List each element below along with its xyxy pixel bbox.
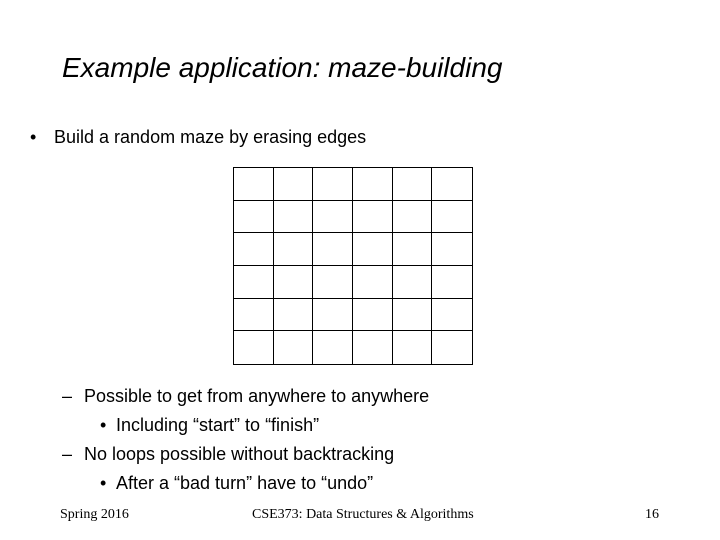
footer-course: CSE373: Data Structures & Algorithms bbox=[252, 507, 474, 522]
maze-cell bbox=[234, 266, 274, 299]
maze-cell bbox=[274, 233, 314, 266]
maze-cell bbox=[234, 331, 274, 364]
maze-cell bbox=[393, 299, 433, 332]
bullet-marker: • bbox=[100, 415, 107, 435]
maze-cell bbox=[353, 266, 393, 299]
maze-cell bbox=[393, 331, 433, 364]
footer-date: Spring 2016 bbox=[60, 507, 129, 522]
bullet-marker: • bbox=[100, 473, 107, 493]
page-number: 16 bbox=[645, 507, 659, 522]
maze-cell bbox=[353, 201, 393, 234]
maze-cell bbox=[353, 233, 393, 266]
sub-bullet-no-loops bbox=[62, 443, 394, 465]
maze-cell bbox=[353, 168, 393, 201]
sub-bullet-no-loops-text: No loops possible without backtracking bbox=[84, 444, 395, 464]
sub-sub-bullet-start-finish-text: Including “start” to “finish” bbox=[116, 415, 320, 435]
main-bullet bbox=[30, 126, 366, 148]
sub-bullet-reachability bbox=[62, 385, 429, 407]
maze-cell bbox=[432, 201, 472, 234]
maze-cell bbox=[393, 233, 433, 266]
dash-marker: – bbox=[62, 444, 73, 464]
main-bullet-text: Build a random maze by erasing edges bbox=[54, 127, 367, 147]
maze-cell bbox=[274, 266, 314, 299]
maze-cell bbox=[432, 233, 472, 266]
maze-cell bbox=[234, 201, 274, 234]
maze-cell bbox=[313, 201, 353, 234]
maze-cell bbox=[234, 233, 274, 266]
maze-cell bbox=[353, 299, 393, 332]
maze-cell bbox=[313, 331, 353, 364]
bullet-marker: • bbox=[30, 127, 37, 147]
sub-sub-bullet-bad-turn-text: After a “bad turn” have to “undo” bbox=[116, 473, 374, 493]
maze-cell bbox=[274, 201, 314, 234]
maze-cell bbox=[274, 299, 314, 332]
maze-cell bbox=[313, 168, 353, 201]
maze-grid bbox=[233, 167, 473, 365]
maze-cell bbox=[274, 168, 314, 201]
slide-title: Example application: maze-building bbox=[62, 52, 503, 83]
maze-cell bbox=[274, 331, 314, 364]
maze-cell bbox=[234, 168, 274, 201]
maze-cell bbox=[432, 331, 472, 364]
sub-bullet-reachability-text: Possible to get from anywhere to anywhere bbox=[84, 386, 430, 406]
maze-cell bbox=[393, 266, 433, 299]
maze-cell bbox=[313, 266, 353, 299]
maze-cell bbox=[313, 299, 353, 332]
maze-cell bbox=[432, 168, 472, 201]
maze-cell bbox=[432, 299, 472, 332]
maze-cell bbox=[432, 266, 472, 299]
maze-cell bbox=[393, 201, 433, 234]
maze-cell bbox=[393, 168, 433, 201]
maze-cell bbox=[234, 299, 274, 332]
sub-sub-bullet-bad-turn bbox=[100, 472, 373, 494]
maze-cell bbox=[313, 233, 353, 266]
dash-marker: – bbox=[62, 386, 73, 406]
maze-cell bbox=[353, 331, 393, 364]
sub-sub-bullet-start-finish bbox=[100, 414, 319, 436]
